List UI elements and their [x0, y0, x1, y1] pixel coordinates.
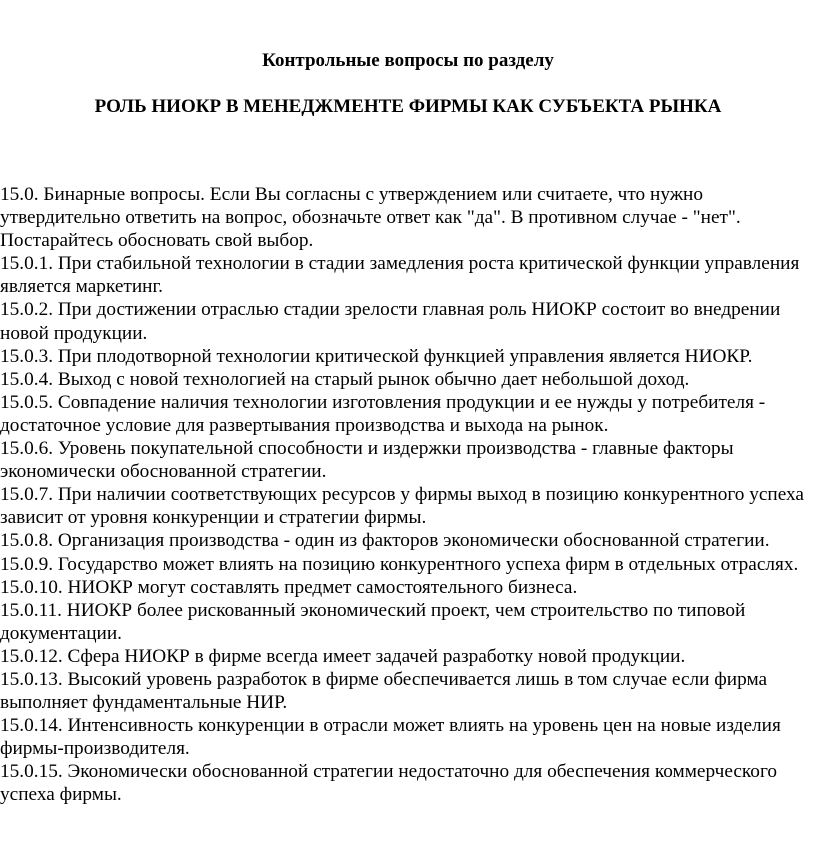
document-title: РОЛЬ НИОКР В МЕНЕДЖМЕНТЕ ФИРМЫ КАК СУБЪЕКТА РЫНКА — [94, 96, 722, 117]
question-item: 15.0.4. Выход с новой технологией на старый рынок обычно дает небольшой доход. — [0, 368, 690, 390]
question-item: 15.0.6. Уровень покупательной способности и издержки производства - главные факторы экономически обоснованной стратегии. — [0, 438, 734, 483]
question-item: 15.0.10. НИОКР могут составлять предмет самостоятельного бизнеса. — [0, 576, 578, 598]
question-item: 15.0.7. При наличии соответствующих ресурсов у фирмы выход в позицию конкурентного успеха зависит от уровня конкуренции и стратегии фирмы. — [0, 484, 804, 529]
question-item: 15.0.15. Экономически обоснованной стратегии недостаточно для обеспечения коммерческого успеха фирмы. — [0, 761, 778, 806]
question-item: 15.0.12. Сфера НИОКР в фирме всегда имеет задачей разработку новой продукции. — [0, 645, 686, 667]
question-item: 15.0.8. Организация производства - один из факторов экономически обоснованной стратегии. — [0, 530, 770, 552]
question-item: 15.0.11. НИОКР более рискованный экономический проект, чем строительство по типовой документации. — [0, 599, 746, 644]
question-item: 15.0.2. При достижении отраслью стадии зрелости главная роль НИОКР состоит во внедрении новой продукции. — [0, 299, 781, 344]
question-item: 15.0.13. Высокий уровень разработок в фирме обеспечивается лишь в том случае если фирма выполняет фундаментальные НИР. — [0, 668, 768, 714]
intro-paragraph: 15.0. Бинарные вопросы. Если Вы согласны с утверждением или считаете, что нужно утвердительно ответить на вопрос, обозначьте ответ как "да". В противном случае - "нет". Постарайтесь обосновать свой выбор. — [0, 184, 741, 252]
question-item: 15.0.9. Государство может влиять на позицию конкурентного успеха фирм в отдельных отраслях. — [0, 553, 799, 575]
section-caption: Контрольные вопросы по разделу — [262, 50, 554, 71]
question-list — [0, 183, 814, 807]
question-item: 15.0.14. Интенсивность конкуренции в отрасли может влиять на уровень цен на новые изделия фирмы-производителя. — [0, 715, 781, 760]
question-item: 15.0.3. При плодотворной технологии критической функцией управления является НИОКР. — [0, 345, 753, 367]
question-item: 15.0.5. Совпадение наличия технологии изготовления продукции и ее нужды у потребителя - достаточное условие для развертывания производства и выхода на рынок. — [0, 391, 766, 436]
question-item: 15.0.1. При стабильной технологии в стадии замедления роста критической функции управления является маркетинг. — [0, 253, 800, 298]
